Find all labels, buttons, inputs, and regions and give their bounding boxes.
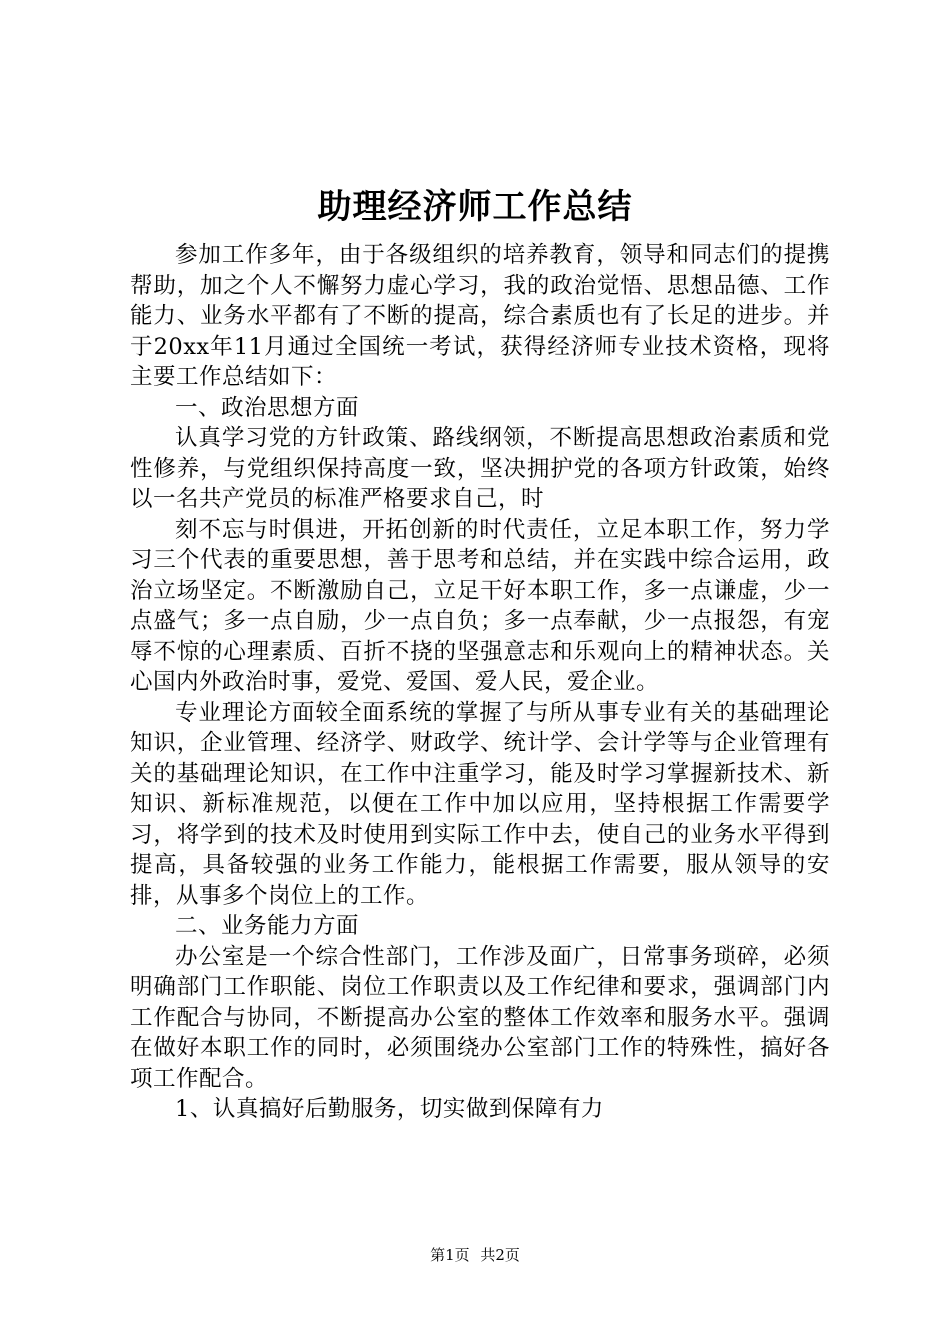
paragraph: 参加工作多年，由于各级组织的培养教育，领导和同志们的提携帮助，加之个人不懈努力虚心学习，我的政治觉悟、思想品德、工作能力、业务水平都有了不断的提高，综合素质也有了长足的进步。并于20xx年11月通过全国统一考试，获得经济师专业技术资格，现将主要工作总结如下： <box>130 242 830 390</box>
page-total: 共2页 <box>480 1246 520 1264</box>
paragraph: 认真学习党的方针政策、路线纲领，不断提高思想政治素质和党性修养，与党组织保持高度一致，坚决拥护党的各项方针政策，始终以一名共产党员的标准严格要求自己，时 <box>130 425 830 512</box>
section-heading: 二、业务能力方面 <box>175 913 360 939</box>
paragraph: 专业理论方面较全面系统的掌握了与所从事专业有关的基础理论知识，企业管理、经济学、财政学、统计学、会计学等与企业管理有关的基础理论知识，在工作中注重学习，能及时学习掌握新技术、新知识、新标准规范，以便在工作中加以应用，坚持根据工作需要学习，将学到的技术及时使用到实际工作中去，使自己的业务水平得到提高，具备较强的业务工作能力，能根据工作需要，服从领导的安排，从事多个岗位上的工作。 <box>130 699 830 909</box>
section-heading: 一、政治思想方面 <box>175 394 360 421</box>
list-item: 1、认真搞好后勤服务，切实做到保障有力 <box>175 1096 604 1122</box>
paragraph: 办公室是一个综合性部门，工作涉及面广，日常事务琐碎，必须明确部门工作职能、岗位工作职责以及工作纪律和要求，强调部门内工作配合与协同，不断提高办公室的整体工作效率和服务水平。强调在做好本职工作的同时，必须围绕办公室部门工作的特殊性，搞好各项工作配合。 <box>130 943 830 1092</box>
document-body <box>130 240 830 1125</box>
page-number: 第1页 <box>430 1246 470 1264</box>
page-footer <box>0 1244 950 1266</box>
document-title: 助理经济师工作总结 <box>317 187 633 227</box>
paragraph: 刻不忘与时俱进，开拓创新的时代责任，立足本职工作，努力学习三个代表的重要思想，善于思考和总结，并在实践中综合运用，政治立场坚定。不断激励自己，立足干好本职工作，多一点谦虚，少一点盛气；多一点自励，少一点自负；多一点奉献，少一点报怨，有宠辱不惊的心理素质、百折不挠的坚强意志和乐观向上的精神状态。关心国内外政治时事，爱党、爱国、爱人民，爱企业。 <box>130 516 830 695</box>
